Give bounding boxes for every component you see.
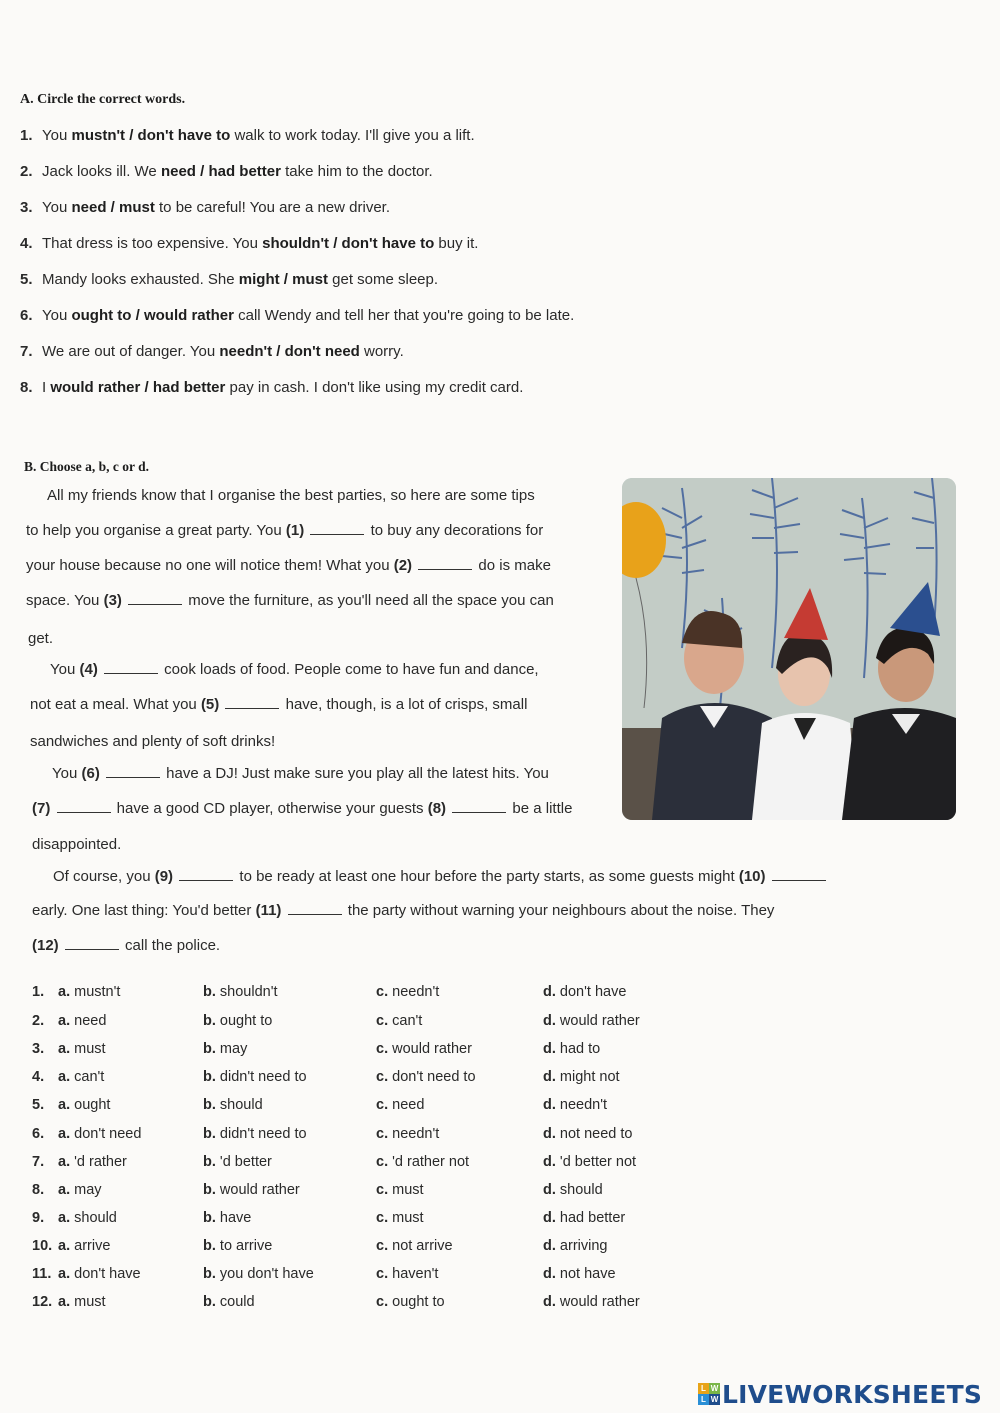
party-photo bbox=[622, 478, 956, 820]
gap-number: (10) bbox=[738, 868, 766, 885]
section-a-list bbox=[20, 127, 720, 415]
gap-number: (11) bbox=[255, 902, 282, 919]
option-b[interactable]: b. would rather bbox=[203, 1182, 300, 1198]
gap-number: (5) bbox=[200, 696, 220, 713]
gap-blank[interactable] bbox=[65, 937, 119, 950]
option-c[interactable]: c. ought to bbox=[376, 1294, 445, 1310]
item-number: 7. bbox=[20, 343, 33, 360]
option-b[interactable]: b. 'd better bbox=[203, 1154, 272, 1170]
passage-line: (12) call the police. bbox=[32, 937, 221, 954]
option-d[interactable]: d. not need to bbox=[543, 1126, 633, 1142]
passage-line: (7) have a good CD player, otherwise your guests (8) be a little bbox=[32, 800, 573, 817]
option-row bbox=[32, 1294, 732, 1322]
gap-blank[interactable] bbox=[106, 765, 160, 778]
option-row bbox=[32, 1041, 732, 1069]
option-number: 6. bbox=[32, 1126, 45, 1142]
option-number: 8. bbox=[32, 1182, 45, 1198]
gap-blank[interactable] bbox=[179, 868, 233, 881]
gap-blank[interactable] bbox=[310, 522, 364, 535]
gap-blank[interactable] bbox=[128, 592, 182, 605]
option-number: 2. bbox=[32, 1013, 45, 1029]
passage-line: disappointed. bbox=[32, 836, 122, 853]
option-d[interactable]: d. 'd better not bbox=[543, 1154, 637, 1170]
item-text: Mandy looks exhausted. She might / must get some sleep. bbox=[42, 271, 439, 288]
passage-line: Of course, you (9) to be ready at least one hour before the party starts, as some guests might (10) bbox=[53, 868, 828, 886]
passage-line: to help you organise a great party. You (1) to buy any decorations for bbox=[26, 522, 544, 539]
option-row bbox=[32, 1210, 732, 1238]
item-number: 2. bbox=[20, 163, 33, 180]
option-a[interactable]: a. don't have bbox=[58, 1266, 141, 1282]
item-number: 1. bbox=[20, 127, 33, 144]
gap-blank[interactable] bbox=[288, 902, 342, 915]
gap-number: (8) bbox=[427, 800, 447, 817]
logo-mark-cell: W bbox=[710, 1384, 719, 1393]
option-number: 11. bbox=[32, 1266, 52, 1282]
option-d[interactable]: d. arriving bbox=[543, 1238, 608, 1254]
item-text: That dress is too expensive. You shouldn't / don't have to buy it. bbox=[42, 235, 479, 252]
choice-words[interactable]: might / must bbox=[238, 271, 328, 288]
option-d[interactable]: d. would rather bbox=[543, 1294, 640, 1310]
exercise-a-item bbox=[20, 127, 720, 163]
option-c[interactable]: c. would rather bbox=[376, 1041, 472, 1057]
option-c[interactable]: c. can't bbox=[376, 1013, 423, 1029]
gap-number: (6) bbox=[81, 765, 100, 782]
choice-words[interactable]: need / must bbox=[71, 199, 155, 216]
exercise-a-item bbox=[20, 343, 720, 379]
option-d[interactable]: d. might not bbox=[543, 1069, 620, 1085]
option-row bbox=[32, 1069, 732, 1097]
option-a[interactable]: a. can't bbox=[58, 1069, 105, 1085]
exercise-a-item bbox=[20, 163, 720, 199]
gap-number: (12) bbox=[32, 937, 59, 954]
option-number: 3. bbox=[32, 1041, 45, 1057]
gap-blank[interactable] bbox=[418, 557, 472, 570]
option-row bbox=[32, 1013, 732, 1041]
option-c[interactable]: c. don't need to bbox=[376, 1069, 476, 1085]
passage-line: sandwiches and plenty of soft drinks! bbox=[30, 733, 276, 750]
option-b[interactable]: b. may bbox=[203, 1041, 248, 1057]
logo-mark-cell: L bbox=[698, 1394, 709, 1405]
gap-number: (1) bbox=[285, 522, 305, 539]
option-b[interactable]: b. to arrive bbox=[203, 1238, 273, 1254]
exercise-a-item bbox=[20, 199, 720, 235]
exercise-a-item bbox=[20, 307, 720, 343]
option-a[interactable]: a. mustn't bbox=[58, 984, 121, 1000]
logo-text: LIVEWORKSHEETS bbox=[722, 1379, 983, 1409]
option-d[interactable]: d. needn't bbox=[543, 1097, 608, 1113]
passage-line: your house because no one will notice them! What you (2) do is make bbox=[26, 557, 551, 574]
option-c[interactable]: c. not arrive bbox=[376, 1238, 453, 1254]
gap-blank[interactable] bbox=[57, 800, 111, 813]
choice-words[interactable]: mustn't / don't have to bbox=[71, 127, 231, 144]
gap-number: (4) bbox=[79, 661, 98, 678]
option-d[interactable]: d. should bbox=[543, 1182, 603, 1198]
logo-mark-cell: L bbox=[698, 1383, 709, 1394]
option-row bbox=[32, 1126, 732, 1154]
item-text: You ought to / would rather call Wendy and tell her that you're going to be late. bbox=[42, 307, 575, 324]
option-a[interactable]: a. arrive bbox=[58, 1238, 111, 1254]
option-number: 5. bbox=[32, 1097, 45, 1113]
passage-line: You (4) cook loads of food. People come to have fun and dance, bbox=[50, 661, 539, 678]
option-c[interactable]: c. must bbox=[376, 1210, 424, 1226]
option-b[interactable]: b. shouldn't bbox=[203, 984, 278, 1000]
choice-words[interactable]: needn't / don't need bbox=[219, 343, 360, 360]
option-a[interactable]: a. should bbox=[58, 1210, 117, 1226]
gap-number: (9) bbox=[154, 868, 174, 885]
option-a[interactable]: a. must bbox=[58, 1294, 106, 1310]
item-text: You need / must to be careful! You are a new driver. bbox=[42, 199, 390, 216]
passage-line: You (6) have a DJ! Just make sure you play all the latest hits. You bbox=[52, 765, 549, 782]
option-d[interactable]: d. had to bbox=[543, 1041, 601, 1057]
option-row bbox=[32, 1238, 732, 1266]
item-number: 3. bbox=[20, 199, 33, 216]
passage-line: space. You (3) move the furniture, as you'll need all the space you can bbox=[26, 592, 554, 609]
gap-blank[interactable] bbox=[772, 868, 826, 881]
passage-line: not eat a meal. What you (5) have, though, is a lot of crisps, small bbox=[30, 696, 528, 713]
item-text: Jack looks ill. We need / had better take him to the doctor. bbox=[42, 163, 433, 180]
option-b[interactable]: b. should bbox=[203, 1097, 263, 1113]
option-a[interactable]: a. may bbox=[58, 1182, 102, 1198]
option-b[interactable]: b. ought to bbox=[203, 1013, 273, 1029]
option-c[interactable]: c. haven't bbox=[376, 1266, 439, 1282]
option-a[interactable]: a. must bbox=[58, 1041, 106, 1057]
option-a[interactable]: a. need bbox=[58, 1013, 107, 1029]
option-number: 4. bbox=[32, 1069, 45, 1085]
item-text: You mustn't / don't have to walk to work today. I'll give you a lift. bbox=[42, 127, 475, 144]
choice-words[interactable]: ought to / would rather bbox=[71, 307, 234, 324]
option-row bbox=[32, 1182, 732, 1210]
passage-line: early. One last thing: You'd better (11) the party without warning your neighbours about the noise. They bbox=[32, 902, 775, 919]
section-a-title: A. Circle the correct words. bbox=[20, 92, 186, 107]
option-d[interactable]: d. not have bbox=[543, 1266, 616, 1282]
option-c[interactable]: c. needn't bbox=[376, 984, 440, 1000]
option-d[interactable]: d. had better bbox=[543, 1210, 626, 1226]
item-number: 6. bbox=[20, 307, 33, 324]
choice-words[interactable]: would rather / had better bbox=[50, 379, 226, 396]
gap-number: (2) bbox=[393, 557, 413, 574]
option-number: 1. bbox=[32, 984, 45, 1000]
option-row bbox=[32, 1097, 732, 1125]
option-number: 7. bbox=[32, 1154, 45, 1170]
gap-blank[interactable] bbox=[452, 800, 506, 813]
option-row bbox=[32, 1266, 732, 1294]
option-c[interactable]: c. must bbox=[376, 1182, 424, 1198]
option-number: 9. bbox=[32, 1210, 45, 1226]
option-row bbox=[32, 984, 732, 1012]
exercise-a-item bbox=[20, 235, 720, 271]
passage-line: get. bbox=[28, 630, 54, 647]
option-d[interactable]: d. would rather bbox=[543, 1013, 640, 1029]
item-number: 4. bbox=[20, 235, 33, 252]
option-row bbox=[32, 1154, 732, 1182]
item-number: 5. bbox=[20, 271, 33, 288]
option-d[interactable]: d. don't have bbox=[543, 984, 627, 1000]
option-b[interactable]: b. didn't need to bbox=[203, 1126, 307, 1142]
option-b[interactable]: b. have bbox=[203, 1210, 252, 1226]
liveworksheets-logo bbox=[698, 1378, 982, 1410]
option-a[interactable]: a. ought bbox=[58, 1097, 111, 1113]
option-b[interactable]: b. didn't need to bbox=[203, 1069, 307, 1085]
liveworksheets-mark-icon bbox=[698, 1383, 720, 1405]
choice-words[interactable]: shouldn't / don't have to bbox=[262, 235, 435, 252]
logo-mark-cell: W bbox=[710, 1395, 719, 1404]
option-b[interactable]: b. you don't have bbox=[203, 1266, 314, 1282]
option-number: 12. bbox=[32, 1294, 53, 1310]
item-number: 8. bbox=[20, 379, 33, 396]
exercise-a-item bbox=[20, 379, 720, 415]
choice-words[interactable]: need / had better bbox=[160, 163, 281, 180]
option-b[interactable]: b. could bbox=[203, 1294, 255, 1310]
gap-number: (3) bbox=[103, 592, 122, 609]
option-c[interactable]: c. needn't bbox=[376, 1126, 440, 1142]
option-a[interactable]: a. don't need bbox=[58, 1126, 142, 1142]
item-text: I would rather / had better pay in cash. I don't like using my credit card. bbox=[42, 379, 524, 396]
option-c[interactable]: c. 'd rather not bbox=[376, 1154, 470, 1170]
exercise-a-item bbox=[20, 271, 720, 307]
gap-number: (7) bbox=[32, 800, 51, 817]
passage-line: All my friends know that I organise the best parties, so here are some tips bbox=[47, 487, 535, 504]
gap-blank[interactable] bbox=[225, 696, 279, 709]
section-b-title: B. Choose a, b, c or d. bbox=[24, 459, 150, 474]
option-number: 10. bbox=[32, 1238, 53, 1254]
option-a[interactable]: a. 'd rather bbox=[58, 1154, 127, 1170]
gap-blank[interactable] bbox=[104, 661, 158, 674]
item-text: We are out of danger. You needn't / don't need worry. bbox=[42, 343, 404, 360]
option-c[interactable]: c. need bbox=[376, 1097, 425, 1113]
